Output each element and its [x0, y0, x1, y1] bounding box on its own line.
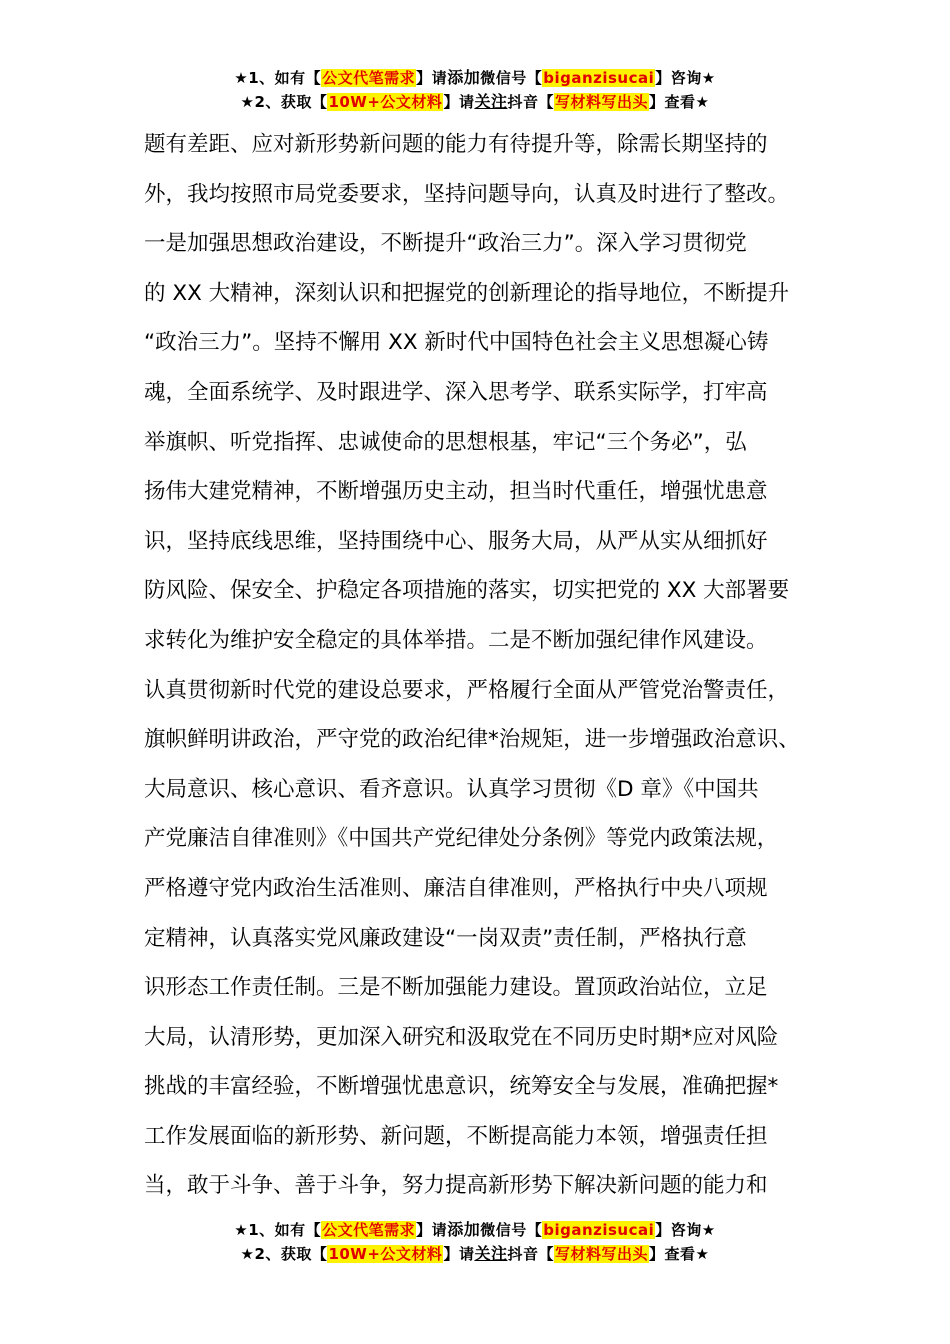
body-line: 扬伟大建党精神，不断增强历史主动，担当时代重任，增强忧患意	[144, 479, 768, 505]
promo-header	[0, 66, 950, 114]
highlight-writing-service: 公文代笔需求	[322, 1221, 416, 1239]
body-line: 旗帜鲜明讲政治，严守党的政治纪律*治规矩，进一步增强政治意识、	[144, 727, 800, 753]
body-line: 严格遵守党内政治生活准则、廉洁自律准则，严格执行中央八项规	[144, 875, 768, 901]
body-line: 挑战的丰富经验，不断增强忧患意识，统筹安全与发展，准确把握*	[144, 1074, 779, 1100]
body-line: 认真贯彻新时代党的建设总要求，严格履行全面从严管党治警责任，	[144, 677, 790, 703]
promo-line-1: ★1、如有【公文代笔需求】请添加微信号【biganzisucai】咨询★	[234, 1220, 716, 1239]
highlight-wechat-id: biganzisucai	[543, 1221, 655, 1239]
body-line: 大局意识、核心意识、看齐意识。认真学习贯彻《D 章》《中国共	[144, 776, 759, 802]
promo-footer	[0, 1218, 950, 1266]
body-line: 的 XX 大精神，深刻认识和把握党的创新理论的指导地位，不断提升	[144, 280, 790, 306]
body-line: 题有差距、应对新形势新问题的能力有待提升等，除需长期坚持的	[144, 132, 768, 157]
highlight-writing-service: 公文代笔需求	[322, 69, 416, 87]
promo-line-2: ★2、获取【10W+公文材料】请关注抖音【写材料写出头】查看★	[240, 92, 710, 111]
body-line: 求转化为维护安全稳定的具体举措。二是不断加强纪律作风建设。	[144, 627, 768, 653]
body-line: 举旗帜、听党指挥、忠诚使命的思想根基，牢记“三个务必”，弘	[144, 429, 747, 455]
highlight-materials: 10W+公文材料	[328, 1245, 443, 1263]
highlight-wechat-id: biganzisucai	[543, 69, 655, 87]
body-line: 定精神，认真落实党风廉政建设“一岗双责”责任制，严格执行意	[144, 925, 747, 951]
body-line: 当，敢于斗争、善于斗争，努力提高新形势下解决新问题的能力和	[144, 1173, 768, 1199]
body-line: 大局，认清形势，更加深入研究和汲取党在不同历史时期*应对风险	[144, 1024, 779, 1050]
body-line: 识形态工作责任制。三是不断加强能力建设。置顶政治站位，立足	[144, 975, 768, 1001]
promo-line-1: ★1、如有【公文代笔需求】请添加微信号【biganzisucai】咨询★	[234, 68, 716, 87]
highlight-douyin-account: 写材料写出头	[554, 93, 648, 111]
promo-line-2: ★2、获取【10W+公文材料】请关注抖音【写材料写出头】查看★	[240, 1244, 710, 1263]
highlight-douyin-account: 写材料写出头	[554, 1245, 648, 1263]
body-line: 一是加强思想政治建设，不断提升“政治三力”。深入学习贯彻党	[144, 231, 747, 257]
body-line: 产党廉洁自律准则》《中国共产党纪律处分条例》等党内政策法规，	[144, 826, 779, 852]
body-line: 魂，全面系统学、及时跟进学、深入思考学、联系实际学，打牢高	[144, 379, 768, 405]
document-body	[144, 120, 844, 1211]
highlight-materials: 10W+公文材料	[328, 93, 443, 111]
body-line: 防风险、保安全、护稳定各项措施的落实，切实把党的 XX 大部署要	[144, 578, 790, 604]
body-line: 识，坚持底线思维，坚持围绕中心、服务大局，从严从实从细抓好	[144, 528, 768, 554]
body-line: 工作发展面临的新形势、新问题，不断提高能力本领，增强责任担	[144, 1123, 768, 1149]
body-line: “政治三力”。坚持不懈用 XX 新时代中国特色社会主义思想凝心铸	[144, 330, 769, 356]
body-line: 外，我均按照市局党委要求，坚持问题导向，认真及时进行了整改。	[144, 181, 790, 207]
